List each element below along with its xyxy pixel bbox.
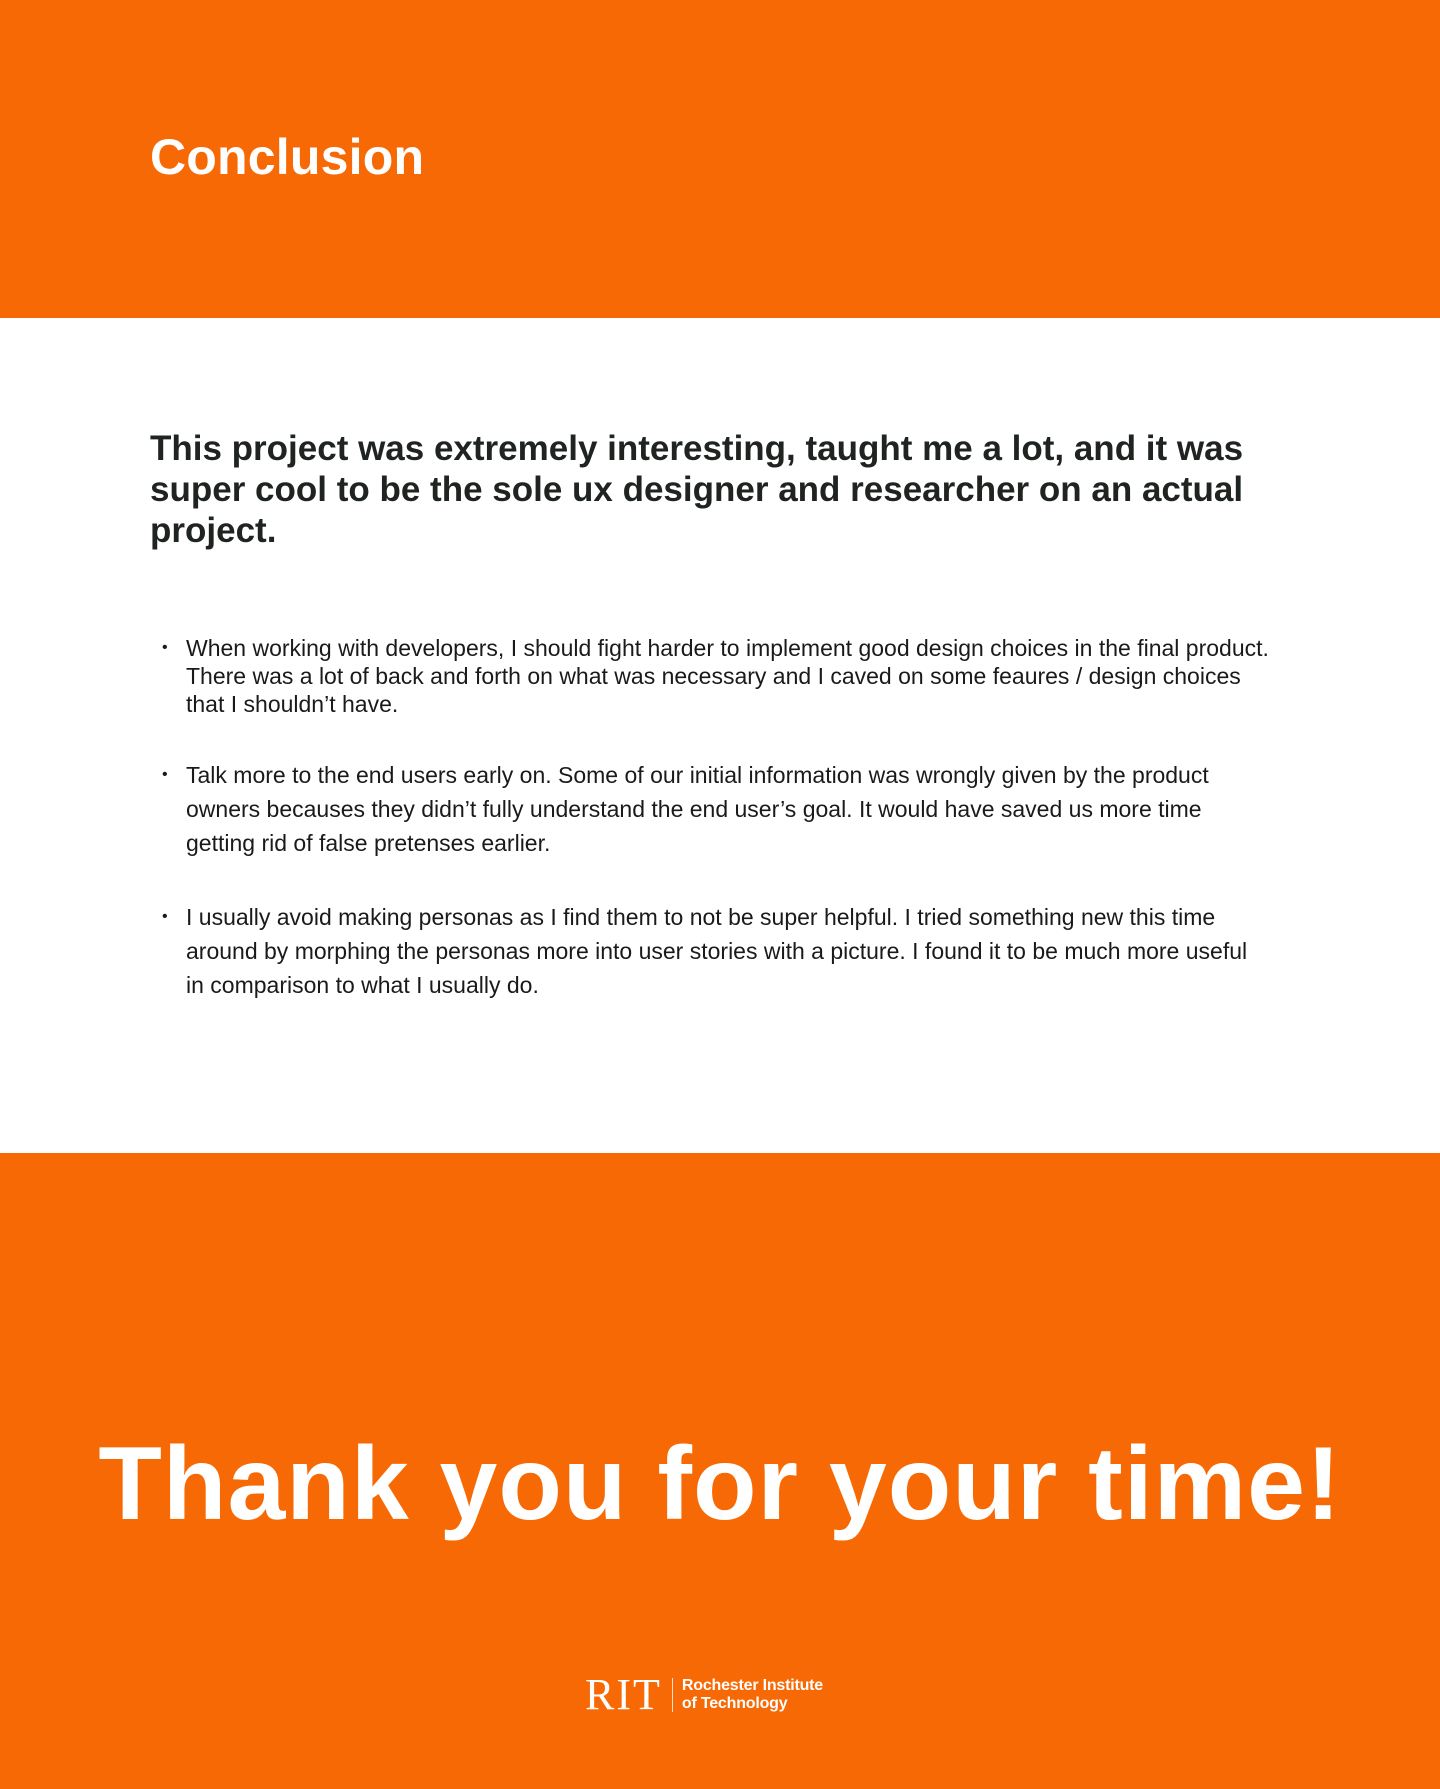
page-title: Conclusion bbox=[150, 129, 425, 185]
list-item-text: Talk more to the end users early on. Some of our initial information was wrongly given by the product owners becauses they didn’t fully understand the end user’s goal. It would have saved us more time getting rid of false pretenses earlier. bbox=[186, 762, 1209, 856]
list-item-text: When working with developers, I should fight harder to implement good design choices in the final product. There was a lot of back and forth on what was necessary and I caved on some feaures / design choices that I shouldn’t have. bbox=[186, 635, 1269, 717]
conclusion-content bbox=[0, 318, 1440, 1153]
header-band bbox=[0, 0, 1440, 318]
bullet-icon: • bbox=[162, 766, 168, 783]
list-item bbox=[160, 634, 1270, 718]
logo-line-1: Rochester Institute bbox=[681, 1677, 824, 1694]
list-item-text: I usually avoid making personas as I find them to not be super helpful. I tried something new this time around by morphing the personas more into user stories with a picture. I found it to be much more useful in comparison to what I usually do. bbox=[186, 904, 1248, 998]
rit-logo bbox=[585, 1670, 824, 1719]
logo-divider bbox=[672, 1678, 673, 1712]
thank-you-message: Thank you for your time! bbox=[98, 1426, 1342, 1542]
lessons-list bbox=[160, 634, 1270, 1002]
footer-band bbox=[0, 1153, 1440, 1789]
rit-logo-wordmark bbox=[682, 1677, 823, 1713]
bullet-icon: • bbox=[162, 908, 168, 925]
bullet-icon: • bbox=[162, 639, 168, 656]
logo-line-2: of Technology bbox=[681, 1695, 788, 1712]
list-item bbox=[160, 758, 1270, 860]
lead-statement: This project was extremely interesting, taught me a lot, and it was super cool to be the sole ux designer and researcher on an actual project. bbox=[150, 429, 1244, 550]
rit-logo-mark: RIT bbox=[585, 1670, 662, 1719]
list-item bbox=[160, 900, 1270, 1002]
